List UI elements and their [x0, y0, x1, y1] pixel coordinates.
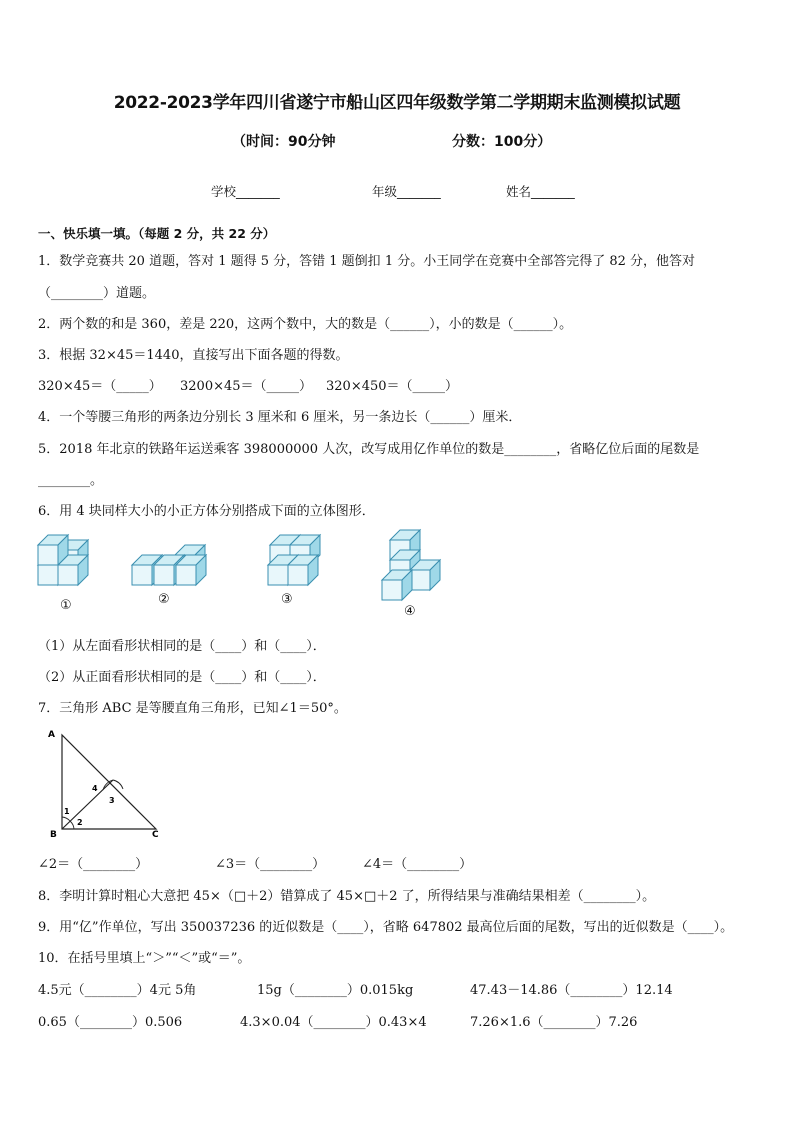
school-field: 学校_______ — [211, 184, 280, 199]
q5-line1: 5．2018 年北京的铁路年运送乘客 398000000 人次，改写成用亿作单位的数是________，省略亿位后面的尾数是 — [38, 442, 700, 457]
q6-sub2: （2）从正面看形状相同的是（____）和（____）． — [38, 670, 326, 685]
q1-line2: （________）道题。 — [38, 286, 156, 301]
q3-a: 320×45＝（_____） — [38, 379, 162, 394]
figure-label-4: ④ — [404, 604, 416, 619]
q6-text: 6．用 4 块同样大小的小正方体分别搭成下面的立体图形． — [38, 504, 375, 519]
angle-4-label: 4 — [92, 784, 98, 793]
q10-item: 0.65（________）0.506 — [38, 1015, 183, 1030]
triangle-diagram — [40, 725, 170, 840]
exam-score: 分数：100分） — [452, 134, 552, 150]
cube-figure-1 — [38, 535, 88, 585]
cube-figure-3 — [268, 535, 320, 585]
grade-field: 年级_______ — [372, 184, 441, 199]
q10-item: 4.5元（________）4元 5角 — [38, 983, 197, 998]
q10-item: 15g（________）0.015kg — [257, 983, 414, 998]
q3-b: 3200×45＝（_____） — [180, 379, 313, 394]
figure-label-3: ③ — [281, 592, 293, 607]
q3-text: 3．根据 32×45＝1440，直接写出下面各题的得数。 — [38, 348, 349, 363]
cube-figure-4 — [382, 530, 440, 600]
q10-item: 4.3×0.04（________）0.43×4 — [240, 1015, 427, 1030]
name-field: 姓名_______ — [506, 184, 575, 199]
vertex-a: A — [48, 730, 55, 740]
q5-line2: ________。 — [38, 473, 104, 488]
angle-2-label: 2 — [77, 818, 83, 827]
q7-angle4: ∠4＝（________） — [362, 857, 473, 872]
cube-figures — [30, 525, 460, 625]
q8-text: 8．李明计算时粗心大意把 45×（□＋2）错算成了 45×□＋2 了，所得结果与准确结果相差（________）。 — [38, 889, 656, 904]
q10-text: 10．在括号里填上“＞”“＜”或“＝”。 — [38, 951, 251, 966]
q7-text: 7．三角形 ABC 是等腰直角三角形，已知∠1＝50°。 — [38, 701, 347, 716]
vertex-b: B — [50, 830, 57, 840]
figure-label-1: ① — [60, 598, 72, 613]
exam-time: （时间：90分钟 — [232, 134, 336, 150]
angle-3-label: 3 — [109, 796, 115, 805]
section-heading: 一、快乐填一填。（每题 2 分，共 22 分） — [38, 226, 276, 241]
q1-line1: 1．数学竞赛共 20 道题，答对 1 题得 5 分，答错 1 题倒扣 1 分。小王同学在竞赛中全部答完得了 82 分，他答对 — [38, 254, 696, 269]
cube-figure-2 — [132, 545, 206, 585]
vertex-c: C — [152, 830, 159, 840]
q9-text: 9．用“亿”作单位，写出 350037236 的近似数是（____），省略 647802 最高位后面的尾数，写出的近似数是（____）。 — [38, 920, 734, 935]
q7-angle2: ∠2＝（________） — [38, 857, 149, 872]
q4-text: 4．一个等腰三角形的两条边分别长 3 厘米和 6 厘米，另一条边长（______）厘米． — [38, 410, 522, 425]
q10-item: 47.43－14.86（________）12.14 — [470, 983, 673, 998]
q2-text: 2．两个数的和是 360，差是 220，这两个数中，大的数是（______），小的数是（______）。 — [38, 317, 573, 332]
page-title: 2022-2023学年四川省遂宁市船山区四年级数学第二学期期末监测模拟试题 — [113, 93, 681, 113]
q3-c: 320×450＝（_____） — [326, 379, 459, 394]
q6-sub1: （1）从左面看形状相同的是（____）和（____）． — [38, 639, 326, 654]
figure-label-2: ② — [158, 592, 170, 607]
q7-angle3: ∠3＝（________） — [215, 857, 326, 872]
angle-1-label: 1 — [64, 807, 70, 816]
q10-item: 7.26×1.6（________）7.26 — [470, 1015, 638, 1030]
